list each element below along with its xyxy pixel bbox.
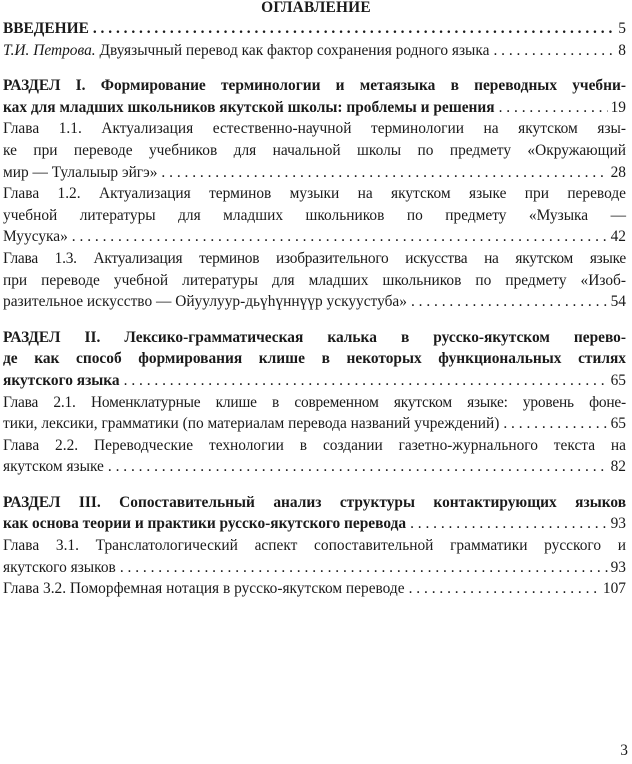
entry-title-line: тики, лексики, грамматики (по материалам перевода названий учреждений) [3, 415, 500, 433]
entry-title-line: ке при переводе учебников для начальной школы по предмету «Окружающий [3, 141, 626, 159]
leader-dots [503, 413, 607, 435]
entry-page: 93 [610, 515, 626, 533]
entry-title-line: Глава 2.1. Номенклатурные клише в современном якутском языке: уровень фоне- [3, 393, 626, 411]
entry-page: 8 [618, 41, 626, 59]
entry-title-line: ках для младших школьников якутской школы: проблемы и решения [3, 98, 495, 116]
entry-title-line: Глава 3.1. Транслатологический аспект сопоставительной грамматики русского и [3, 537, 626, 555]
toc-chapter-1-1[interactable] [3, 118, 626, 183]
entry-title-line: Муусука» [3, 228, 68, 246]
entry-title-line: Глава 3.2. Поморфемная нотация в русско-якутском переводе [3, 580, 405, 598]
entry-title-line: якутском языке [3, 458, 104, 476]
toc-chapter-3-2[interactable] [3, 578, 626, 600]
entry-title-line: при переводе учебной литературы для младших школьников по предмету «Изоб- [3, 271, 626, 289]
toc-chapter-1-2[interactable] [3, 183, 626, 248]
page-title: ОГЛАВЛЕНИЕ [261, 0, 371, 16]
entry-title-line: де как способ формирования клише в некоторых функциональных стилях [3, 350, 626, 368]
toc-entry-article[interactable] [3, 40, 626, 62]
leader-dots [108, 456, 608, 478]
leader-dots [120, 557, 608, 579]
entry-page: 107 [602, 580, 626, 598]
leader-dots [124, 370, 608, 392]
entry-title-line: как основа теории и практики русско-якутского перевода [3, 515, 407, 533]
entry-title-line: учебной литературы для младших школьников по предмету «Музыка — [3, 206, 626, 224]
page-number: 3 [620, 742, 628, 760]
entry-title-line: мир — Тулалыыр эйгэ» [3, 163, 158, 181]
leader-dots [499, 97, 608, 119]
entry-title-line: якутского языка [3, 371, 120, 389]
entry-title-line: Глава 1.1. Актуализация естественно-научной терминологии на якутском язы- [3, 120, 626, 138]
table-of-contents [3, 18, 626, 600]
toc-chapter-1-3[interactable] [3, 248, 626, 313]
entry-title-line: РАЗДЕЛ III. Сопоставительный анализ структуры контактирующих языков [3, 493, 626, 511]
entry-page: 65 [610, 371, 626, 389]
entry-page: 28 [610, 163, 626, 181]
toc-section-1[interactable] [3, 75, 626, 118]
entry-page: 54 [610, 293, 626, 311]
toc-chapter-3-1[interactable] [3, 535, 626, 578]
entry-title-line: Глава 2.2. Переводческие технологии в создании газетно-журнального текста на [3, 436, 626, 454]
entry-title-line: РАЗДЕЛ I. Формирование терминологии и метаязыка в переводных учебни- [3, 77, 626, 95]
entry-title-line: РАЗДЕЛ II. Лексико-грамматическая калька в русско-якутском перево- [3, 328, 626, 346]
leader-dots [411, 291, 608, 313]
entry-page: 42 [610, 228, 626, 246]
toc-entry-introduction[interactable] [3, 18, 626, 40]
leader-dots [493, 40, 615, 62]
toc-section-3[interactable] [3, 492, 626, 535]
entry-title-line: Глава 1.2. Актуализация терминов музыки на якутском языке при переводе [3, 185, 626, 203]
entry-title-line: якутского языков [3, 558, 116, 576]
toc-chapter-2-2[interactable] [3, 435, 626, 478]
leader-dots [161, 162, 607, 184]
leader-dots [409, 578, 600, 600]
leader-dots [93, 18, 615, 40]
entry-title-line: разительное искусство — Ойуулуур-дьүһүннүүр ускуустуба» [3, 293, 407, 311]
entry-page: 5 [618, 20, 626, 37]
toc-chapter-2-1[interactable] [3, 392, 626, 435]
entry-page: 65 [610, 415, 626, 433]
leader-dots [72, 226, 608, 248]
leader-dots [410, 513, 608, 535]
entry-title: Двуязычный перевод как фактор сохранения родного языка [99, 41, 490, 59]
entry-title: ВВЕДЕНИЕ [3, 20, 89, 37]
entry-title-line: Глава 1.3. Актуализация терминов изобразительного искусства на якутском языке [3, 249, 626, 267]
entry-page: 19 [610, 98, 626, 116]
article-author: Т.И. Петрова. [3, 41, 96, 59]
toc-section-2[interactable] [3, 327, 626, 392]
entry-page: 93 [610, 558, 626, 576]
entry-page: 82 [610, 458, 626, 476]
